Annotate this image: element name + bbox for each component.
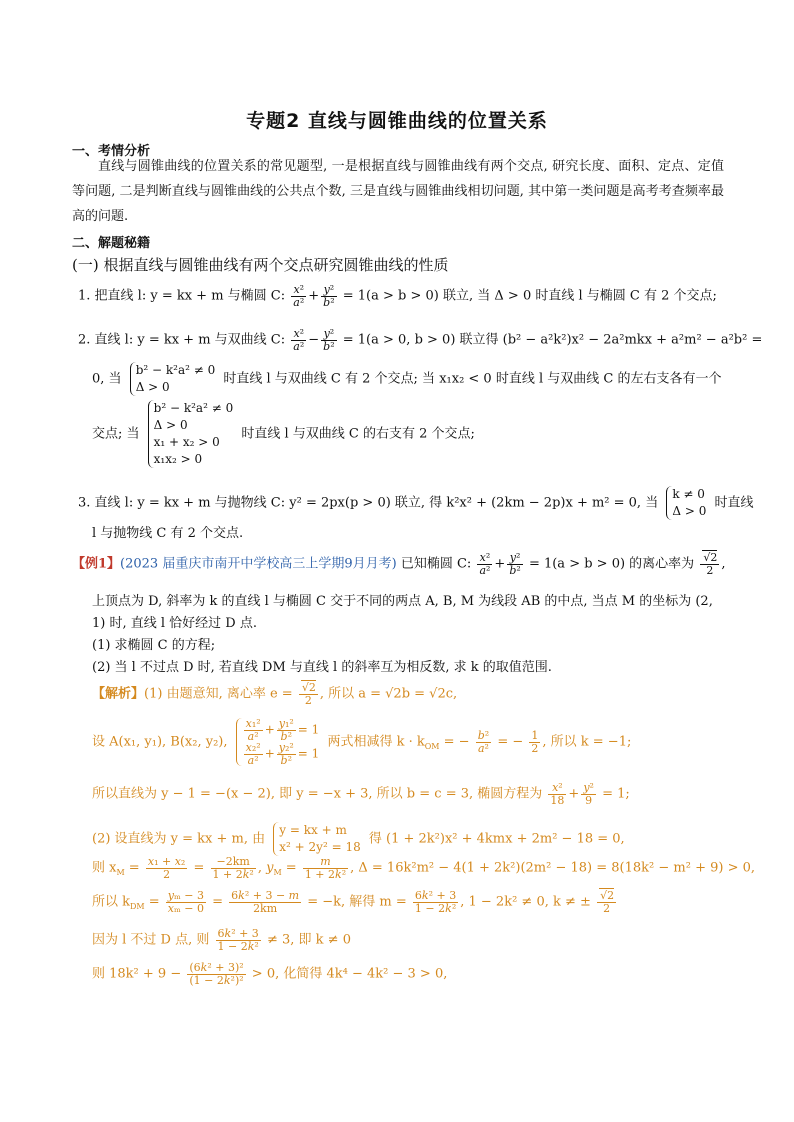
fraction-y2-b2: $\frac{\text{y²}}{\text{b²}}$ (509, 551, 521, 577)
solution-text-2b: 两式相减得 k · k (327, 734, 425, 750)
fraction-sqrt2-2: $\frac{√2}{2}$ (299, 682, 318, 706)
solution-line-2: 设 A(x₁, y₁), B(x₂, y₂), $\frac{\text{x₁²}}{\text{a²}}$ + $\frac{\text{y₁²}}{\text{b²}}$ = 1 $\frac{\text{x₂²}}{\text{a²}}$ + $\frac{\text{y₂²}}{\text{b²}}$ = 1 两式相减得 $k \cdot k_{OM}$ = − $\frac{\text{b²}}{\text{a²}}$ = − $\frac{1}{2}$ , 所以 k = −1; (92, 717, 632, 767)
system-1-eq-1-rhs: = 1 (297, 722, 320, 737)
solution-text-1: (1) 由题意知, 离心率 e = (144, 686, 293, 702)
fraction-sqrt2-2: $\frac{√2}{2}$ (700, 552, 719, 576)
fraction-sqrt2-2: $\frac{√2}{2}$ (597, 890, 616, 914)
item-3-text-a: 3. 直线 l: y = kx + m 与抛物线 C: y² = 2px(p > 0) 联立, 得 k²x² + (2km − 2p)x + m² = 0, 当 (78, 495, 659, 511)
solution-text-8b: > 0, 化简得 4k⁴ − 4k² − 3 > 0, (251, 966, 448, 982)
example-tag: 【例1】 (72, 556, 121, 572)
fraction-x2-a2: $\frac{\text{x²}}{\text{a²}}$ (293, 327, 305, 353)
solution-text-4b: 得 (1 + 2k²)x² + 4kmx + 2m² − 18 = 0, (368, 831, 625, 847)
intro-paragraph: 直线与圆锥曲线的位置关系的常见题型, 一是根据直线与圆锥曲线有两个交点, 研究长度、面积、定点、定值等问题, 二是判断直线与圆锥曲线的公共点个数, 三是直线与圆锥曲线相切问题, 其中第一类问题是高考考查频率最高的问题. (72, 159, 724, 224)
condition-b-4: x₁x₂ > 0 (153, 452, 203, 466)
condition-b-1: b² − k²a² ≠ 0 (153, 401, 234, 415)
solution-line-5: 则 $x_M$ = $\frac{\text{x₁ + x₂}}{2}$ = $\frac{-2km}{\text{1 + 2k²}}$ , $y_M$ = $\frac{m}{\text{1 + 2k²}}$ , Δ = 16k²m² − 4(1 + 2k²)(2m² − 18) = 8(18k² − m² + 9) > 0, (92, 855, 756, 881)
item-1: 1. 把直线 l: y = kx + m 与椭圆 C: $\frac{\text{x²}}{\text{a²}}$ + $\frac{\text{y²}}{\text{b²}}$ = 1(a > b > 0) 联立, 当 Δ > 0 时直线 l 与椭圆 C 有 2 个交点; (78, 283, 717, 309)
condition-b-2: Δ > 0 (153, 418, 188, 432)
system-1-eq-2: $\frac{\text{x₂²}}{\text{a²}}$ + $\frac{\text{y₂²}}{\text{b²}}$ = 1 (245, 741, 320, 767)
solution-line-1 (92, 682, 457, 706)
example-line-2: 上顶点为 D, 斜率为 k 的直线 l 与椭圆 C 交于不同的两点 A, B, M 为线段 AB 的中点, 当点 M 的坐标为 (2, (92, 594, 713, 609)
condition-brace-b (148, 400, 234, 468)
solution-line-3: 所以直线为 y − 1 = −(x − 2), 即 y = −x + 3, 所以 b = c = 3, 椭圆方程为 $\frac{\text{x²}}{18}$ + $\frac{\text{y²}}{9}$ = 1; (92, 781, 630, 807)
item-2-text-e: 交点; 当 (92, 426, 140, 442)
item-1-text-a: 1. 把直线 l: y = kx + m 与椭圆 C: (78, 288, 286, 304)
solution-text-6c: , 1 − 2k² ≠ 0, k ≠ ± (460, 894, 591, 910)
condition-c-2: Δ > 0 (672, 504, 707, 518)
item-2-text-a: 2. 直线 l: y = kx + m 与双曲线 C: (78, 332, 286, 348)
fraction-y2-9: $\frac{\text{y²}}{9}$ (583, 781, 594, 807)
section-heading-analysis: 一、考情分析 (72, 144, 151, 159)
fraction-y2sq-b2: $\frac{\text{y₂²}}{\text{b²}}$ (278, 741, 294, 767)
fraction-x1sq-a2: $\frac{\text{x₁²}}{\text{a²}}$ (245, 717, 261, 743)
fraction-x2-a2: $\frac{\text{x²}}{\text{a²}}$ (479, 551, 491, 577)
item-2-text-b: = 1(a > 0, b > 0) 联立得 (b² − a²k²)x² − 2a²mkx + a²m² − a²b² = (342, 332, 763, 348)
solution-text-8a: 则 18k² + 9 − (92, 966, 182, 982)
subsection-heading: (一) 根据直线与圆锥曲线有两个交点研究圆锥曲线的性质 (72, 256, 449, 274)
fraction-x2-a2: $\frac{\text{x²}}{\text{a²}}$ (293, 283, 305, 309)
fraction-m-over-1-plus-2k2: $\frac{m}{\text{1 + 2k²}}$ (304, 855, 347, 881)
fraction-6k2-plus-3-minus-m-over-2km: $\frac{\text{6k² + 3 − m}}{2km}$ (231, 889, 300, 915)
solution-text-1b: , 所以 a = √2b = √2c, (319, 686, 458, 702)
example-text-a: 已知椭圆 C: (400, 556, 472, 572)
fraction-y2-b2: $\frac{\text{y²}}{\text{b²}}$ (323, 327, 335, 353)
solution-text-2e: , 所以 k = −1; (542, 734, 632, 750)
fraction-6k2-plus-3-over-1-minus-2k2: $\frac{\text{6k² + 3}}{\text{1 − 2k²}}$ (217, 927, 259, 953)
fraction-1-2: $\frac{1}{2}$ (531, 729, 539, 755)
solution-line-6: 所以 $k_{DM}$ = $\frac{\text{yₘ − 3}}{\text{xₘ − 0}}$ = $\frac{\text{6k² + 3 − m}}{2km}$ = −k, 解得 m = $\frac{\text{6k² + 3}}{\text{1 − 2k²}}$ , 1 − 2k² ≠ 0, k ≠ ± $\frac{√2}{2}$ (92, 889, 615, 915)
fraction-b2-a2: $\frac{\text{b²}}{\text{a²}}$ (477, 729, 490, 755)
system-2-eq-2: x² + 2y² = 18 (279, 840, 361, 854)
item-2-line-3 (92, 400, 475, 468)
solution-text-2c: = − (443, 734, 470, 750)
solution-text-5b: , Δ = 16k²m² − 4(1 + 2k²)(2m² − 18) = 8(18k² − m² + 9) > 0, (350, 860, 756, 876)
solution-text-6a: 所以 k (92, 894, 131, 910)
item-3-line-2: l 与抛物线 C 有 2 个交点. (92, 526, 244, 541)
system-2-eq-1: y = kx + m (279, 823, 347, 837)
fraction-x2sq-a2: $\frac{\text{x₂²}}{\text{a²}}$ (245, 741, 261, 767)
solution-text-7b: ≠ 3, 即 k ≠ 0 (266, 932, 351, 948)
fraction-y2-b2: $\frac{\text{y²}}{\text{b²}}$ (323, 283, 335, 309)
example-question-2: (2) 当 l 不过点 D 时, 若直线 DM 与直线 l 的斜率互为相反数, 求 k 的取值范围. (92, 660, 552, 675)
item-2: 2. 直线 l: y = kx + m 与双曲线 C: $\frac{\text{x²}}{\text{a²}}$ − $\frac{\text{y²}}{\text{b²}}$ = 1(a > 0, b > 0) 联立得 (b² − a²k²)x² − 2a²mkx + a²m² − a²b² = (78, 327, 763, 353)
fraction-y1sq-b2: $\frac{\text{y₁²}}{\text{b²}}$ (278, 717, 294, 743)
solution-text-5a: 则 x (92, 860, 117, 876)
condition-brace-c (666, 486, 706, 520)
fraction-square-over-square: $\frac{\text{(6k² + 3)²}}{\text{(1 − 2k²)²}}$ (189, 961, 244, 987)
system-brace-2 (273, 822, 360, 856)
example-line-3: 1) 时, 直线 l 恰好经过 D 点. (92, 616, 257, 631)
example-text-b: = 1(a > b > 0) 的离心率为 (528, 556, 695, 572)
example-source: (2023 届重庆市南开中学校高三上学期9月月考) (120, 556, 397, 572)
fraction-6k2-plus-3-over-1-minus-2k2: $\frac{\text{6k² + 3}}{\text{1 − 2k²}}$ (414, 889, 457, 915)
condition-b-3: x₁ + x₂ > 0 (153, 435, 220, 449)
solution-text-7a: 因为 l 不过 D 点, 则 (92, 932, 210, 948)
system-1-eq-2-rhs: = 1 (297, 746, 320, 761)
solution-line-4 (92, 822, 625, 856)
solution-text-3b: = 1; (602, 786, 630, 802)
item-3 (78, 486, 753, 520)
page-title: 专题2 直线与圆锥曲线的位置关系 (246, 110, 548, 132)
fraction-x2-18: $\frac{\text{x²}}{18}$ (550, 781, 565, 807)
solution-line-8 (92, 962, 447, 986)
item-2-text-c: 0, 当 (92, 371, 122, 387)
solution-line-7 (92, 928, 351, 952)
fraction-yM-minus-3-over-xM: $\frac{\text{yₘ − 3}}{\text{xₘ − 0}}$ (167, 889, 204, 915)
item-2-text-d: 时直线 l 与双曲线 C 有 2 个交点; 当 x₁x₂ < 0 时直线 l 与双曲线 C 的左右支各有一个 (223, 371, 722, 387)
example-question-1: (1) 求椭圆 C 的方程; (92, 638, 216, 653)
fraction-neg2km-over-1-plus-2k2: $\frac{-2km}{\text{1 + 2k²}}$ (212, 855, 254, 881)
condition-a-2: Δ > 0 (135, 380, 170, 394)
condition-c-1: k ≠ 0 (672, 487, 705, 501)
item-2-line-2 (92, 362, 721, 396)
item-1-text-b: = 1(a > b > 0) 联立, 当 Δ > 0 时直线 l 与椭圆 C 有 2 个交点; (342, 288, 717, 304)
solution-text-6b: = −k, 解得 m = (307, 894, 407, 910)
system-brace-1 (236, 718, 320, 766)
solution-text-3a: 所以直线为 y − 1 = −(x − 2), 即 y = −x + 3, 所以 b = c = 3, 椭圆方程为 (92, 786, 543, 802)
condition-a-1: b² − k²a² ≠ 0 (135, 363, 216, 377)
solution-text-4a: (2) 设直线为 y = kx + m, 由 (92, 831, 266, 847)
fraction-x1-plus-x2-over-2: $\frac{\text{x₁ + x₂}}{2}$ (147, 855, 186, 881)
solution-text-2a: 设 A(x₁, y₁), B(x₂, y₂), (92, 734, 228, 750)
system-1-eq-1: $\frac{\text{x₁²}}{\text{a²}}$ + $\frac{\text{y₁²}}{\text{b²}}$ = 1 (245, 717, 320, 743)
solution-text-2d: = − (497, 734, 524, 750)
section-heading-tips: 二、解题秘籍 (72, 236, 151, 251)
condition-brace-a (130, 362, 216, 396)
item-3-text-b: 时直线 (714, 495, 754, 511)
item-2-text-f: 时直线 l 与双曲线 C 的右支有 2 个交点; (241, 426, 475, 442)
solution-tag: 【解析】 (92, 686, 145, 702)
example-heading: 【例1】(2023 届重庆市南开中学校高三上学期9月月考) 已知椭圆 C: $\frac{\text{x²}}{\text{a²}}$ + $\frac{\text{y²}}{\text{b²}}$ = 1(a > b > 0) 的离心率为 $\frac{√2}{2}$ , (72, 551, 726, 577)
